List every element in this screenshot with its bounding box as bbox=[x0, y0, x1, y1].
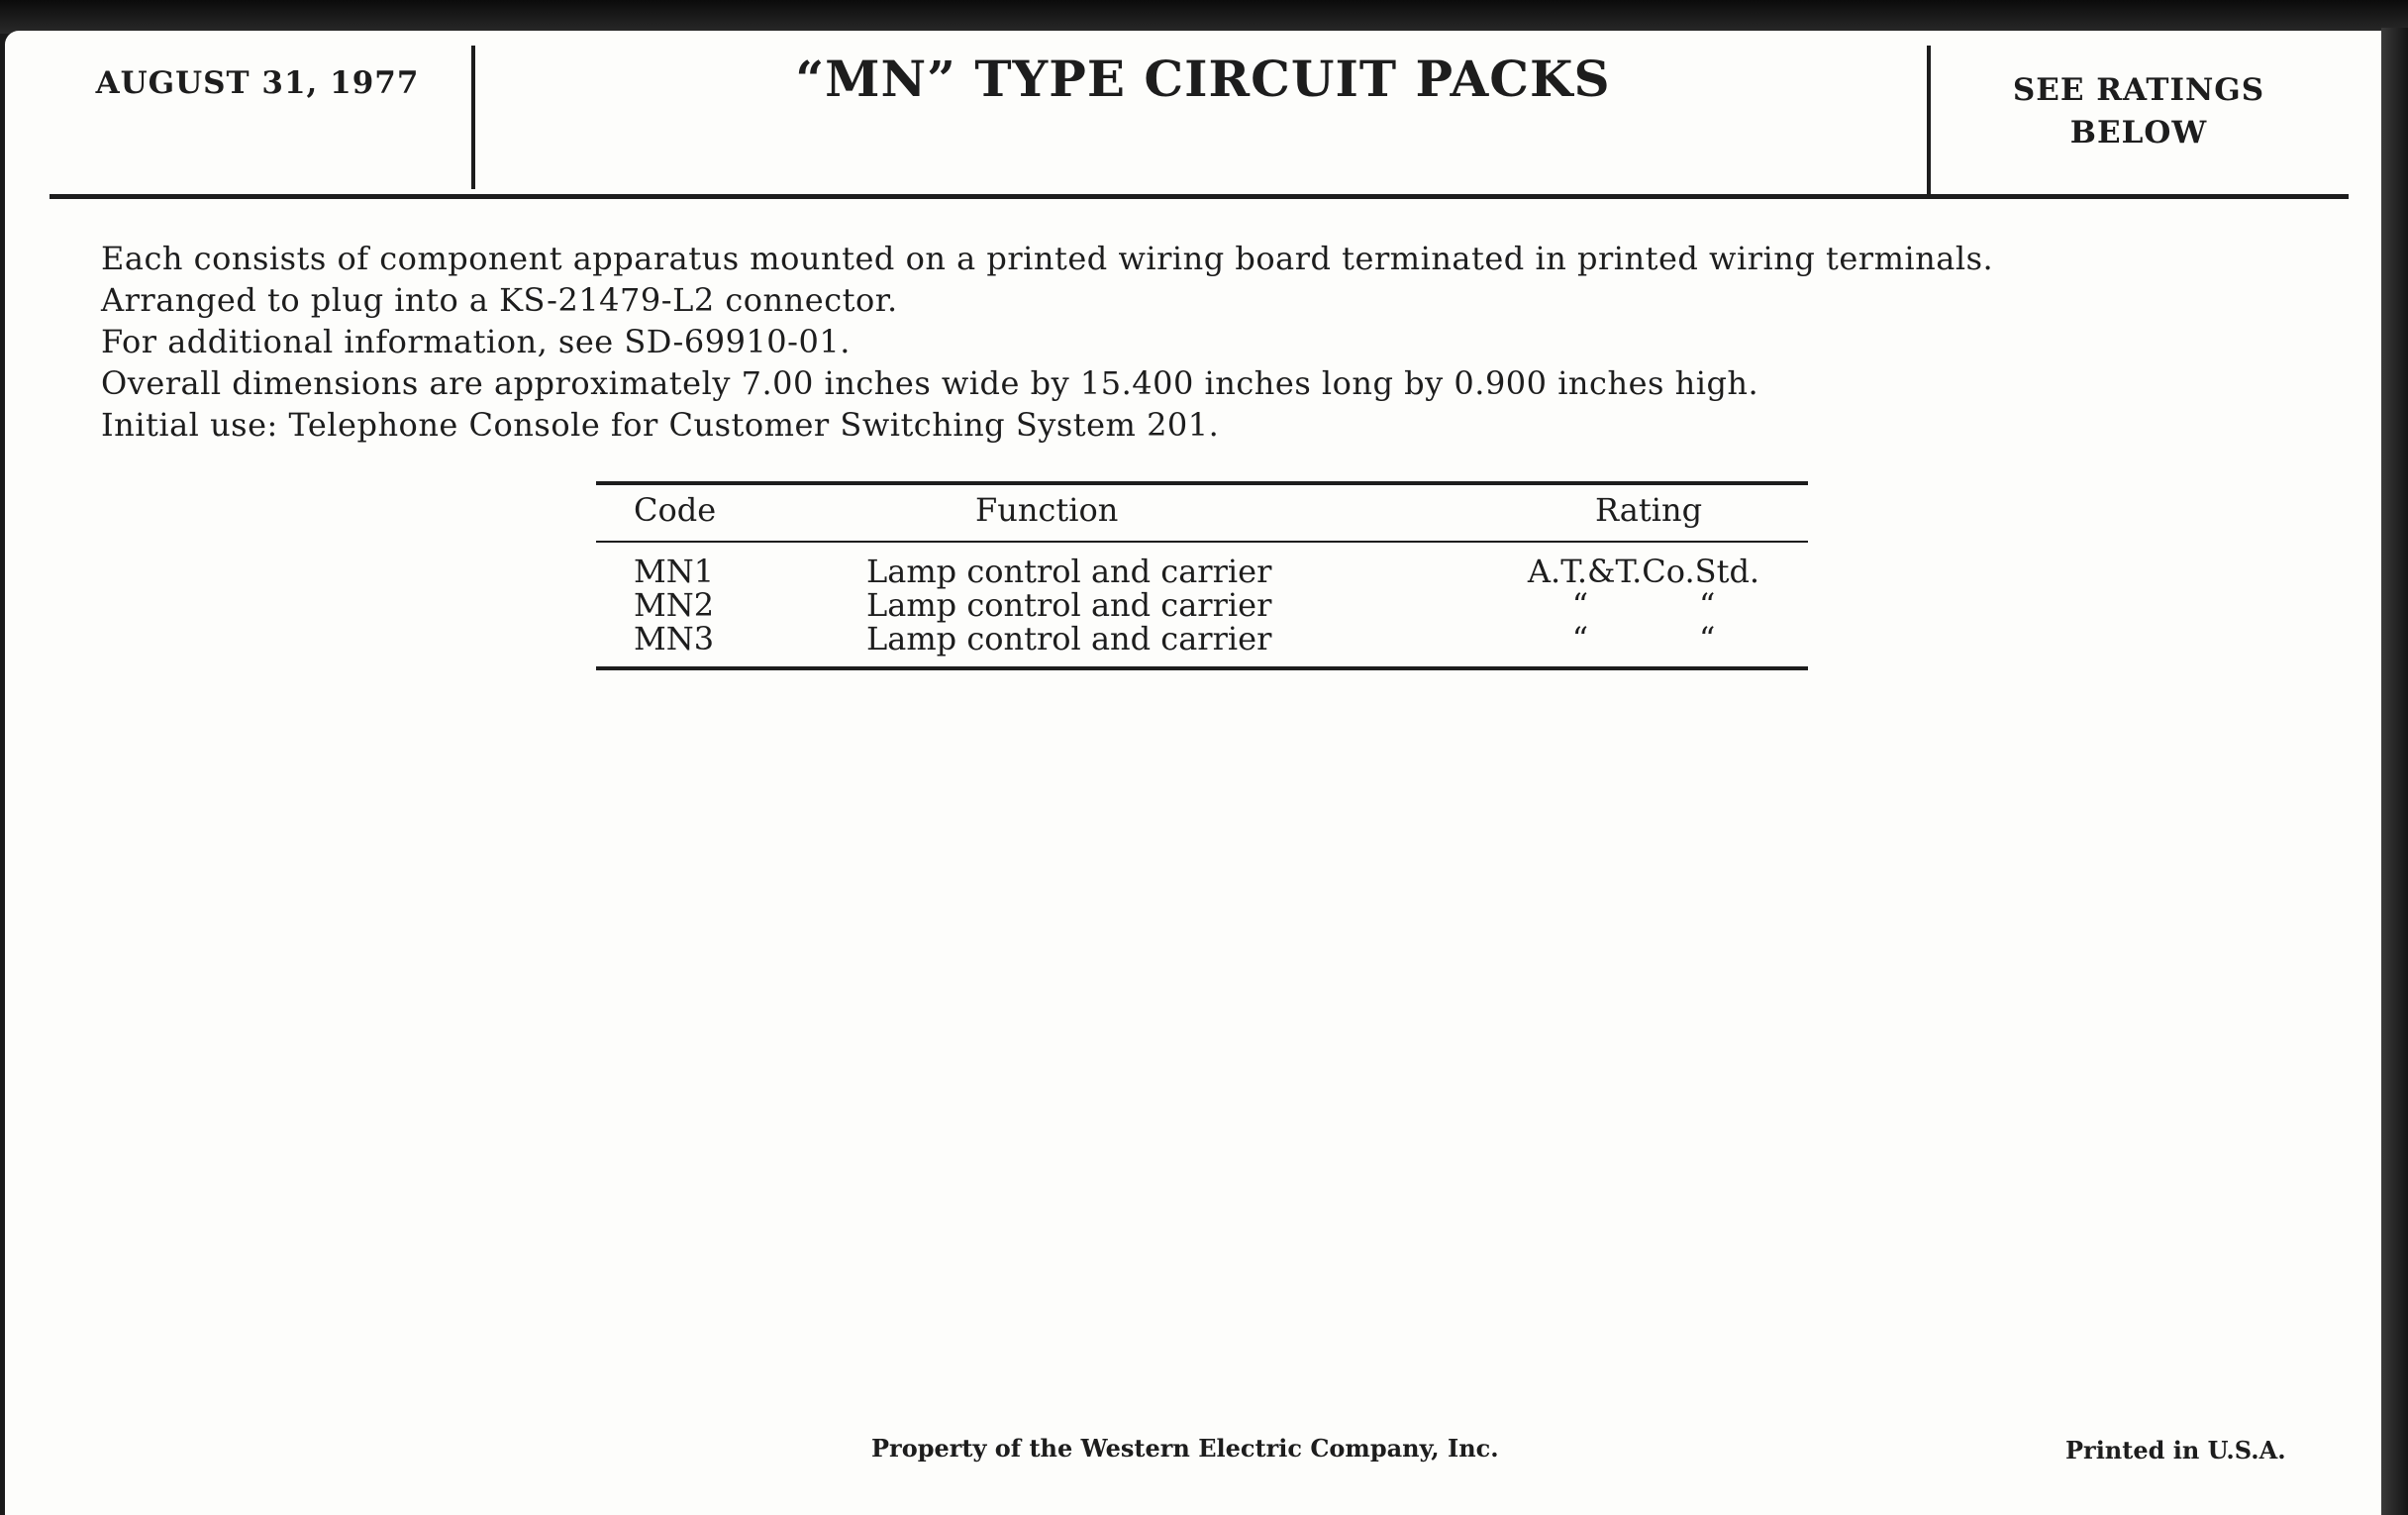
cell-function: Lamp control and carrier bbox=[866, 553, 1272, 590]
description-block bbox=[101, 238, 1993, 446]
cell-code: MN1 bbox=[634, 553, 715, 590]
cell-function: Lamp control and carrier bbox=[866, 586, 1272, 624]
table-row bbox=[0, 620, 2408, 656]
header-date: AUGUST 31, 1977 bbox=[95, 65, 420, 101]
header-rating-line1: SEE RATINGS bbox=[2012, 72, 2265, 108]
cell-code: MN2 bbox=[634, 586, 715, 624]
description-line: For additional information, see SD-69910-01. bbox=[101, 323, 851, 360]
scan-right-edge bbox=[2381, 28, 2408, 1515]
header-rule bbox=[50, 194, 2349, 199]
description-line: Each consists of component apparatus mounted on a printed wiring board terminated in printed wiring terminals. bbox=[101, 240, 1994, 277]
header-rating-line2: BELOW bbox=[2069, 115, 2208, 151]
table-bottom-rule bbox=[596, 666, 1808, 670]
footer-printed-in: Printed in U.S.A. bbox=[2065, 1436, 2286, 1464]
table-header bbox=[0, 491, 2408, 531]
table-top-rule bbox=[596, 481, 1808, 485]
column-header-function: Function bbox=[975, 491, 1119, 529]
description-line: Initial use: Telephone Console for Customer Switching System 201. bbox=[101, 406, 1220, 444]
page-title: “MN” TYPE CIRCUIT PACKS bbox=[795, 50, 1611, 108]
table-header-rule bbox=[596, 541, 1808, 543]
header-divider-right bbox=[1927, 46, 1931, 194]
cell-function: Lamp control and carrier bbox=[866, 620, 1272, 657]
table-row bbox=[0, 586, 2408, 622]
table-row bbox=[0, 553, 2408, 588]
column-header-rating: Rating bbox=[1594, 491, 1703, 529]
footer-property-notice: Property of the Western Electric Company, Inc. bbox=[871, 1434, 1499, 1463]
cell-code: MN3 bbox=[634, 620, 715, 657]
cell-rating: “ “ bbox=[1571, 620, 1716, 657]
cell-rating: A.T.&T.Co.Std. bbox=[1527, 553, 1760, 590]
column-header-code: Code bbox=[634, 491, 717, 529]
scan-top-shadow bbox=[0, 0, 2408, 34]
description-line: Overall dimensions are approximately 7.00 inches wide by 15.400 inches long by 0.900 inches high. bbox=[101, 364, 1759, 402]
description-line: Arranged to plug into a KS-21479-L2 connector. bbox=[101, 281, 898, 319]
header-rating-note bbox=[1941, 69, 2337, 154]
cell-rating: “ “ bbox=[1571, 586, 1716, 624]
